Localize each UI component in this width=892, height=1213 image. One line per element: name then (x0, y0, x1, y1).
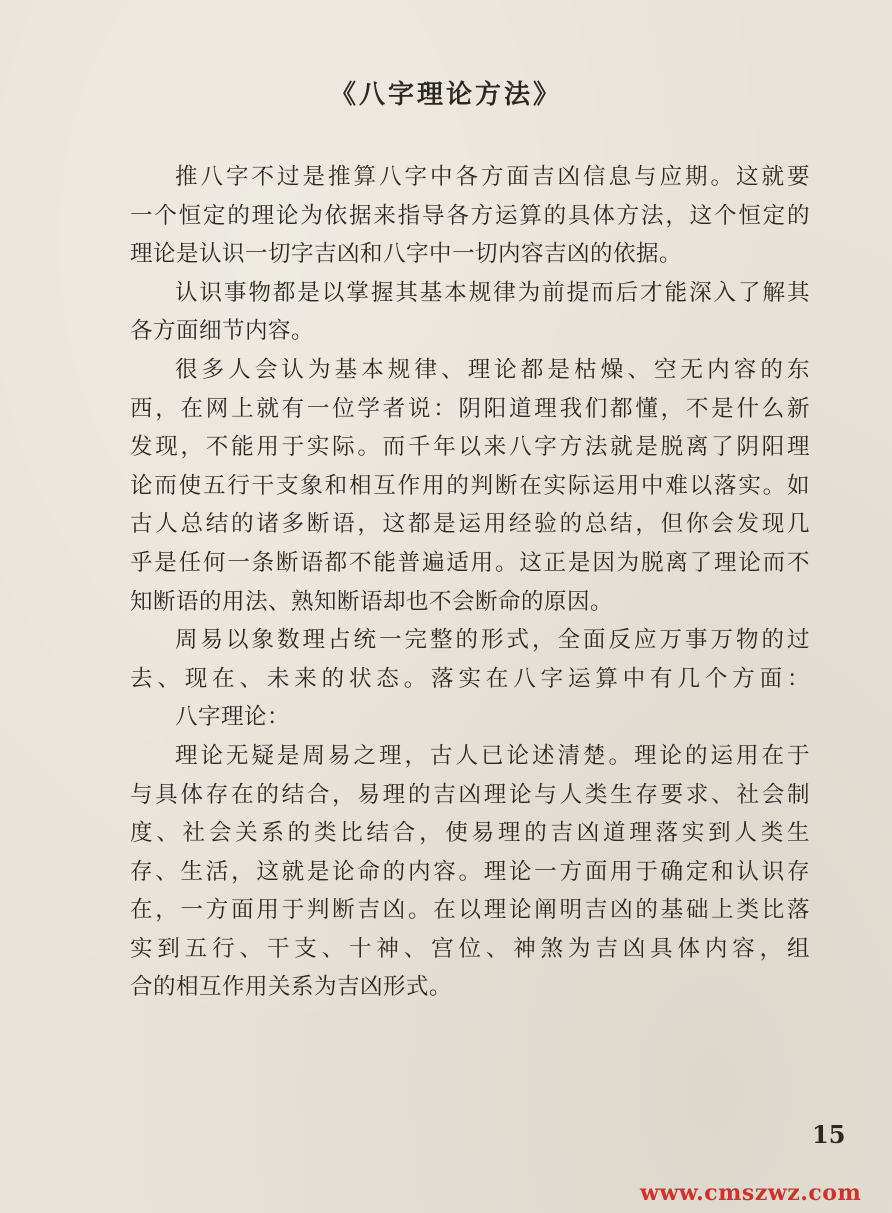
site-watermark: www.cmszwz.com (640, 1180, 862, 1206)
text-line-4: 认识事物都是以掌握其基本规律为前提而后才能深入了解其 (175, 279, 810, 306)
text-line-9: 论而使五行干支象和相互作用的判断在实际运用中难以落实。如 (130, 472, 810, 499)
body-text (130, 158, 810, 1007)
text-line-10: 古人总结的诸多断语，这都是运用经验的总结，但你会发现几 (130, 511, 810, 538)
text-line-1: 推八字不过是推算八字中各方面吉凶信息与应期。这就要 (175, 164, 810, 190)
text-line-3: 理论是认识一切字吉凶和八字中一切内容吉凶的依据。 (130, 241, 683, 268)
text-line-21: 实到五行、干支、十神、宫位、神煞为吉凶具体内容，组 (130, 935, 810, 962)
text-line-6: 很多人会认为基本规律、理论都是枯燥、空无内容的东 (175, 356, 810, 383)
text-line-18: 度、社会关系的类比结合，使易理的吉凶道理落实到人类生 (130, 820, 810, 847)
text-line-13: 周易以象数理占统一完整的形式，全面反应万事万物的过 (175, 627, 810, 654)
page-number: 15 (812, 1120, 846, 1149)
text-line-2: 一个恒定的理论为依据来指导各方运算的具体方法，这个恒定的 (130, 202, 810, 229)
text-line-20: 在，一方面用于判断吉凶。在以理论阐明吉凶的基础上类比落 (130, 897, 810, 924)
page-title: 《八字理论方法》 (329, 80, 562, 110)
text-line-5: 各方面细节内容。 (130, 318, 315, 345)
text-line-22: 合的相互作用关系为吉凶形式。 (130, 974, 453, 1001)
text-line-7: 西，在网上就有一位学者说：阴阳道理我们都懂，不是什么新 (130, 395, 810, 422)
text-line-12: 知断语的用法、熟知断语却也不会断命的原因。 (130, 588, 614, 615)
text-line-15: 八字理论： (175, 704, 291, 731)
text-line-19: 存、生活，这就是论命的内容。理论一方面用于确定和认识存 (130, 858, 810, 885)
text-line-16: 理论无疑是周易之理，古人已论述清楚。理论的运用在于 (175, 742, 810, 769)
text-line-11: 乎是任何一条断语都不能普遍适用。这正是因为脱离了理论而不 (130, 549, 810, 576)
text-line-8: 发现，不能用于实际。而千年以来八字方法就是脱离了阴阳理 (130, 434, 810, 461)
text-line-17: 与具体存在的结合，易理的吉凶理论与人类生存要求、社会制 (130, 781, 810, 808)
text-line-14: 去、现在、未来的状态。落实在八字运算中有几个方面： (130, 665, 810, 692)
